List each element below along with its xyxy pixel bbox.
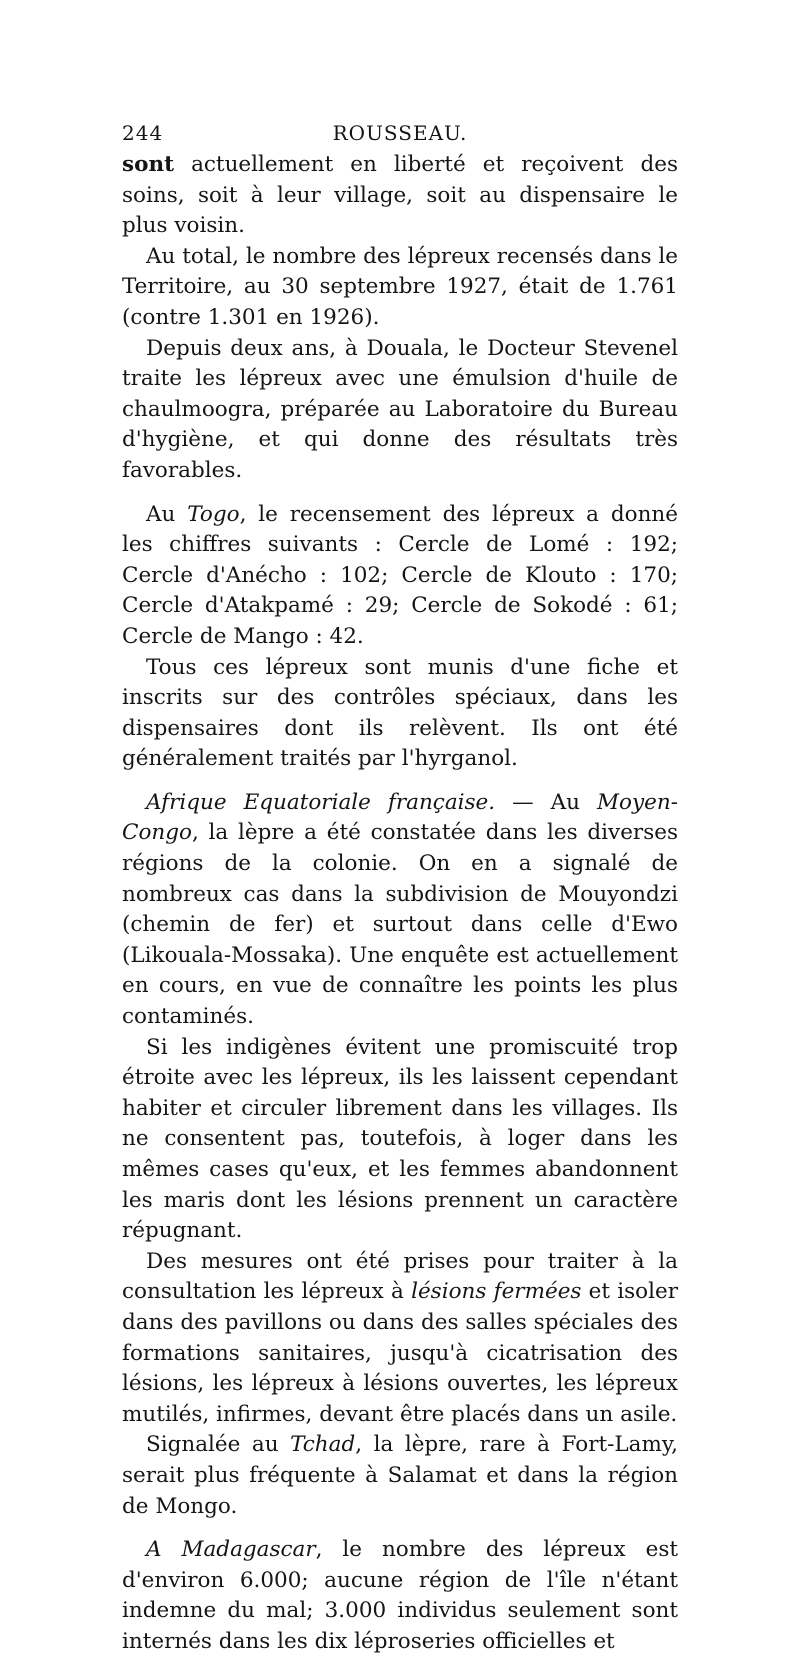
paragraph-text: , la lèpre, rare à Fort-Lamy, serait plus fréquente à Salamat et dans la région de Mongo. (122, 1432, 678, 1519)
paragraph-madagascar (122, 1535, 678, 1657)
paragraph-text: Tous ces lépreux sont munis d'une fiche et inscrits sur des contrôles spéciaux, dans les dispensaires dont ils relèvent. Ils ont été généralement traités par l'hyrganol. (122, 654, 678, 772)
paragraph-continuation (122, 150, 678, 242)
paragraph-lead: Des mesures ont été prises pour traiter à la consultation les lépreux à (122, 1248, 678, 1305)
bold-lead-word: sont (122, 152, 175, 177)
running-title: ROUSSEAU. (332, 121, 468, 145)
paragraph-tchad (122, 1430, 678, 1522)
paragraph-douala (122, 334, 678, 487)
paragraph-togo-fiches (122, 653, 678, 775)
paragraph-indigenes (122, 1033, 678, 1247)
paragraph-text: Depuis deux ans, à Douala, le Docteur Stevenel traite les lépreux avec une émulsion d'huile de chaulmoogra, préparée au Laboratoire du Bureau d'hygiène, et qui donne des résultats très favorables. (122, 335, 678, 483)
paragraph-total-cameroun (122, 242, 678, 334)
paragraph-text: , le recensement des lépreux a donné les chiffres suivants : Cercle de Lomé : 192; Cercle d'Anécho : 102; Cercle de Klouto : 170; Cercle d'Atakpamé : 29; Cercle de Sokodé : 61; Cercle de Mango : 42. (122, 501, 678, 649)
paragraph-text: , la lèpre a été constatée dans les diverses régions de la colonie. On en a signalé de nombreux cas dans la subdivision de Mouyondzi (chemin de fer) et surtout dans celle d'Ewo (Likouala-Mossaka). Une enquête est actuellement en cours, en vue de connaître les points les plus contaminés. (122, 820, 678, 1030)
body-text (122, 150, 678, 1658)
section-title-aef: Afrique Equatoriale française. (146, 789, 496, 815)
place-name-tchad: Tchad (290, 1432, 356, 1458)
place-name-madagascar: A Madagascar (146, 1537, 316, 1563)
paragraph-togo (122, 500, 678, 653)
paragraph-text: Si les indigènes évitent une promiscuité trop étroite avec les lépreux, ils les laissent cependant habiter et circuler librement dans les villages. Ils ne consentent pas, toutefois, à loger dans les mêmes cases qu'eux, et les femmes abandonnent les maris dont les lésions prennent un caractère répugnant. (122, 1034, 678, 1244)
page-header (122, 118, 678, 148)
paragraph-text: , le nombre des lépreux est d'environ 6.000; aucune région de l'île n'étant indemne du mal; 3.000 individus seulement sont internés dans les dix léproseries officielles et (122, 1537, 678, 1654)
paragraph-text: et isoler dans des pavillons ou dans des salles spéciales des formations sanitaires, jusqu'à cicatrisation des lésions, les lépreux à lésions ouvertes, les lépreux mutilés, infirmes, devant être placés dans un asile. (122, 1279, 679, 1427)
paragraph-text: actuellement en liberté et reçoivent des soins, soit à leur village, soit au dispensaire le plus voisin. (122, 152, 678, 239)
paragraph-aef (122, 788, 678, 1033)
place-name-togo: Togo (187, 501, 240, 527)
paragraph-text: Au total, le nombre des lépreux recensés dans le Territoire, au 30 septembre 1927, était de 1.761 (contre 1.301 en 1926). (122, 243, 678, 330)
page-number: 244 (122, 121, 164, 145)
paragraph-lead: Signalée au (146, 1432, 291, 1458)
paragraph-mid: — Au (495, 789, 598, 815)
place-name-moyen-congo: Moyen-Congo (122, 789, 678, 846)
paragraph-mesures (122, 1247, 678, 1431)
term-lesions-fermees: lésions fermées (411, 1279, 582, 1305)
paragraph-lead: Au (146, 501, 188, 527)
